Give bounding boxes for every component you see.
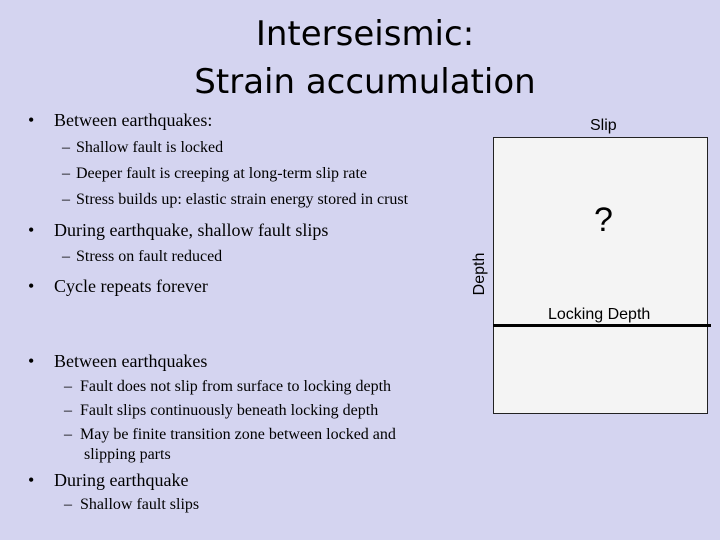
sub-bullet-text: Stress builds up: elastic strain energy stored in crust <box>76 191 409 208</box>
sub-bullet-text: May be finite transition zone between locked and <box>80 426 396 443</box>
bullet-text: During earthquake <box>54 470 189 490</box>
dash-marker: – <box>64 496 72 513</box>
title-line-1: Interseismic: <box>255 14 475 54</box>
slip-label: Slip <box>590 117 617 134</box>
locking-depth-label: Locking Depth <box>548 306 651 323</box>
sub-bullet-continuation: slipping parts <box>84 446 171 463</box>
bullet-marker: • <box>28 470 35 490</box>
bullet-text: Between earthquakes: <box>54 110 213 130</box>
dash-marker: – <box>64 426 72 443</box>
dash-marker: – <box>62 248 70 265</box>
sub-bullet-text: Fault does not slip from surface to locking depth <box>80 378 392 395</box>
question-mark: ? <box>594 201 613 239</box>
dash-marker: – <box>62 165 70 182</box>
dash-marker: – <box>62 191 70 208</box>
sub-bullet-text: Shallow fault is locked <box>76 139 224 156</box>
title-line-2: Strain accumulation <box>194 62 536 102</box>
bullet-text: Between earthquakes <box>54 351 208 371</box>
bullet-marker: • <box>28 351 35 371</box>
bullet-text: During earthquake, shallow fault slips <box>54 220 329 240</box>
bullet-marker: • <box>28 110 35 130</box>
sub-bullet-text: Stress on fault reduced <box>76 248 223 265</box>
dash-marker: – <box>64 402 72 419</box>
dash-marker: – <box>62 139 70 156</box>
locking-depth-line <box>493 324 711 327</box>
sub-bullet-text: Shallow fault slips <box>80 496 200 513</box>
bullet-marker: • <box>28 220 35 240</box>
fault-slip-box <box>493 137 708 414</box>
sub-bullet-text: Deeper fault is creeping at long-term slip rate <box>76 165 367 182</box>
dash-marker: – <box>64 378 72 395</box>
bullet-text: Cycle repeats forever <box>54 276 208 296</box>
sub-bullet-text: Fault slips continuously beneath locking depth <box>80 402 379 419</box>
bullet-marker: • <box>28 276 35 296</box>
slide-title <box>0 10 720 106</box>
depth-axis-label: Depth <box>471 252 488 296</box>
